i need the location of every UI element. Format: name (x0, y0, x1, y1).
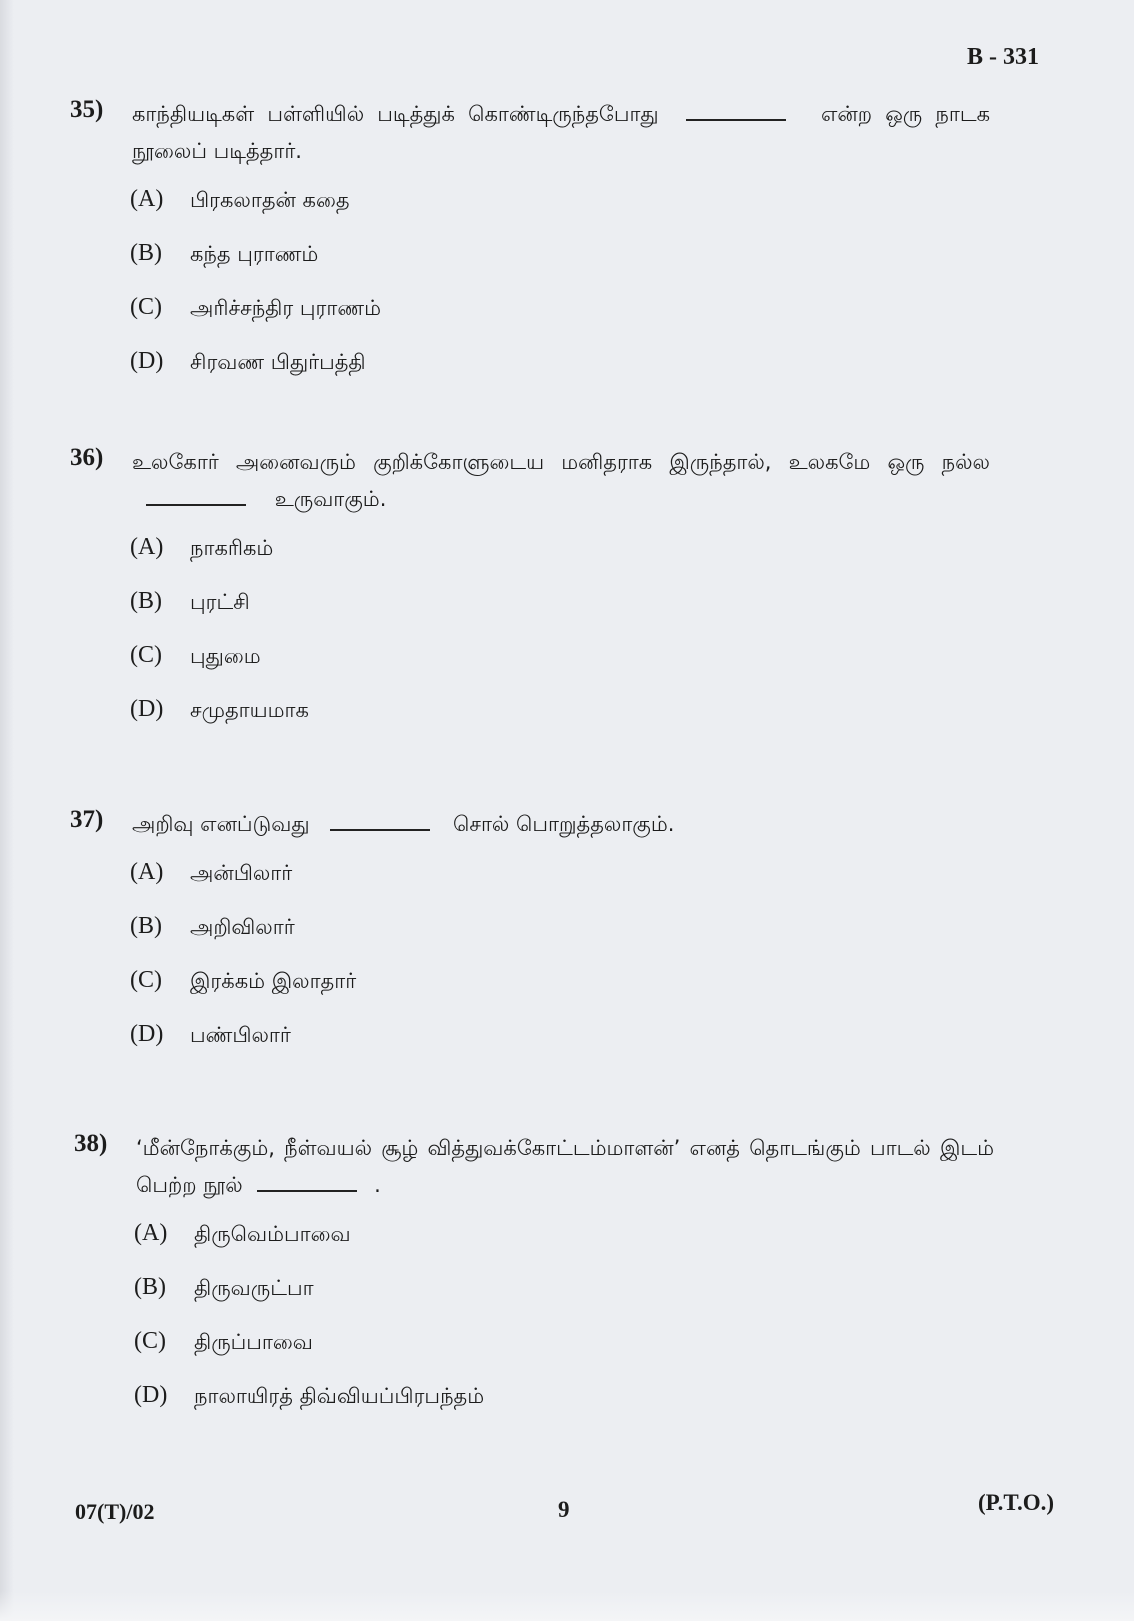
option-text: அறிவிலார் (190, 915, 295, 939)
option-b (130, 588, 990, 642)
footer-paper-code: 07(T)/02 (75, 1499, 155, 1524)
option-label: (C) (134, 1328, 166, 1354)
option-a (130, 186, 990, 240)
option-label: (B) (130, 913, 162, 939)
option-d (130, 1021, 990, 1075)
question-text (132, 96, 990, 170)
question-text-after: சொல் பொறுத்தலாகும். (452, 812, 675, 836)
option-c (130, 642, 990, 696)
options-list (134, 1220, 994, 1436)
question-text-before: காந்தியடிகள் பள்ளியில் படித்துக் கொண்டிருந்தபோது (132, 102, 659, 126)
question-text (132, 444, 990, 518)
option-b (134, 1274, 994, 1328)
question-text-after: உருவாகும். (274, 487, 387, 511)
page-bottom-band (0, 1591, 1134, 1621)
option-text: கந்த புராணம் (190, 242, 319, 266)
option-d (134, 1382, 994, 1436)
option-c (134, 1328, 994, 1382)
question-text-before: உலகோர் அனைவரும் குறிக்கோளுடைய மனிதராக இருந்தால், உலகமே ஒரு நல்ல (132, 450, 990, 474)
option-text: நாகரிகம் (190, 536, 274, 560)
option-label: (C) (130, 294, 162, 320)
paper-code: B - 331 (967, 44, 1039, 70)
option-a (134, 1220, 994, 1274)
question-35 (70, 96, 990, 402)
answer-blank (257, 1172, 357, 1192)
answer-blank (686, 101, 786, 121)
option-text: திருப்பாவை (194, 1330, 313, 1354)
option-label: (A) (130, 186, 164, 212)
option-a (130, 534, 990, 588)
question-text (132, 806, 990, 843)
question-text-before: அறிவு எனப்டுவது (132, 812, 310, 836)
option-d (130, 348, 990, 402)
option-label: (B) (130, 588, 162, 614)
option-label: (C) (130, 967, 162, 993)
question-number: 37) (70, 806, 104, 833)
options-list (130, 186, 990, 402)
option-b (130, 913, 990, 967)
question-36 (70, 444, 990, 750)
question-number: 38) (74, 1130, 108, 1157)
option-label: (A) (130, 534, 164, 560)
question-text-before: ‘மீன்நோக்கும், நீள்வயல் சூழ் வித்துவக்கோட்டம்மாளன்’ எனத் தொடங்கும் பாடல் இடம் பெற்ற நூல் (136, 1136, 994, 1197)
question-text (136, 1130, 994, 1204)
option-text: புதுமை (190, 644, 261, 668)
option-text: திருவருட்பா (194, 1276, 314, 1300)
option-label: (A) (130, 859, 164, 885)
option-text: அரிச்சந்திர புராணம் (190, 296, 381, 320)
option-text: திருவெம்பாவை (194, 1222, 351, 1246)
option-text: அன்பிலார் (190, 861, 293, 885)
option-text: சமுதாயமாக (190, 698, 309, 722)
page-edge-shadow (0, 0, 14, 1621)
option-text: சிரவண பிதுர்பத்தி (190, 350, 366, 374)
option-c (130, 967, 990, 1021)
option-text: நாலாயிரத் திவ்வியப்பிரபந்தம் (194, 1384, 485, 1408)
question-38 (74, 1130, 994, 1436)
option-d (130, 696, 990, 750)
option-label: (C) (130, 642, 162, 668)
question-text-after: என்ற ஒரு நாடக நூலைப் படித்தார். (132, 102, 991, 163)
option-text: பிரகலாதன் கதை (190, 188, 350, 212)
question-number: 35) (70, 96, 104, 123)
option-text: இரக்கம் இலாதார் (190, 969, 357, 993)
options-list (130, 859, 990, 1075)
option-label: (B) (130, 240, 162, 266)
question-number: 36) (70, 444, 104, 471)
option-label: (D) (130, 348, 164, 374)
options-list (130, 534, 990, 750)
option-label: (D) (130, 1021, 164, 1047)
option-label: (D) (130, 696, 164, 722)
answer-blank (146, 486, 246, 506)
option-label: (D) (134, 1382, 168, 1408)
option-label: (A) (134, 1220, 168, 1246)
question-37 (70, 806, 990, 1075)
question-text-after: . (374, 1173, 381, 1197)
option-a (130, 859, 990, 913)
option-text: புரட்சி (190, 590, 250, 614)
please-turn-over: (P.T.O.) (977, 1490, 1054, 1515)
option-c (130, 294, 990, 348)
answer-blank (330, 811, 430, 831)
option-b (130, 240, 990, 294)
option-text: பண்பிலார் (190, 1023, 291, 1047)
option-label: (B) (134, 1274, 166, 1300)
page-number: 9 (558, 1497, 570, 1522)
